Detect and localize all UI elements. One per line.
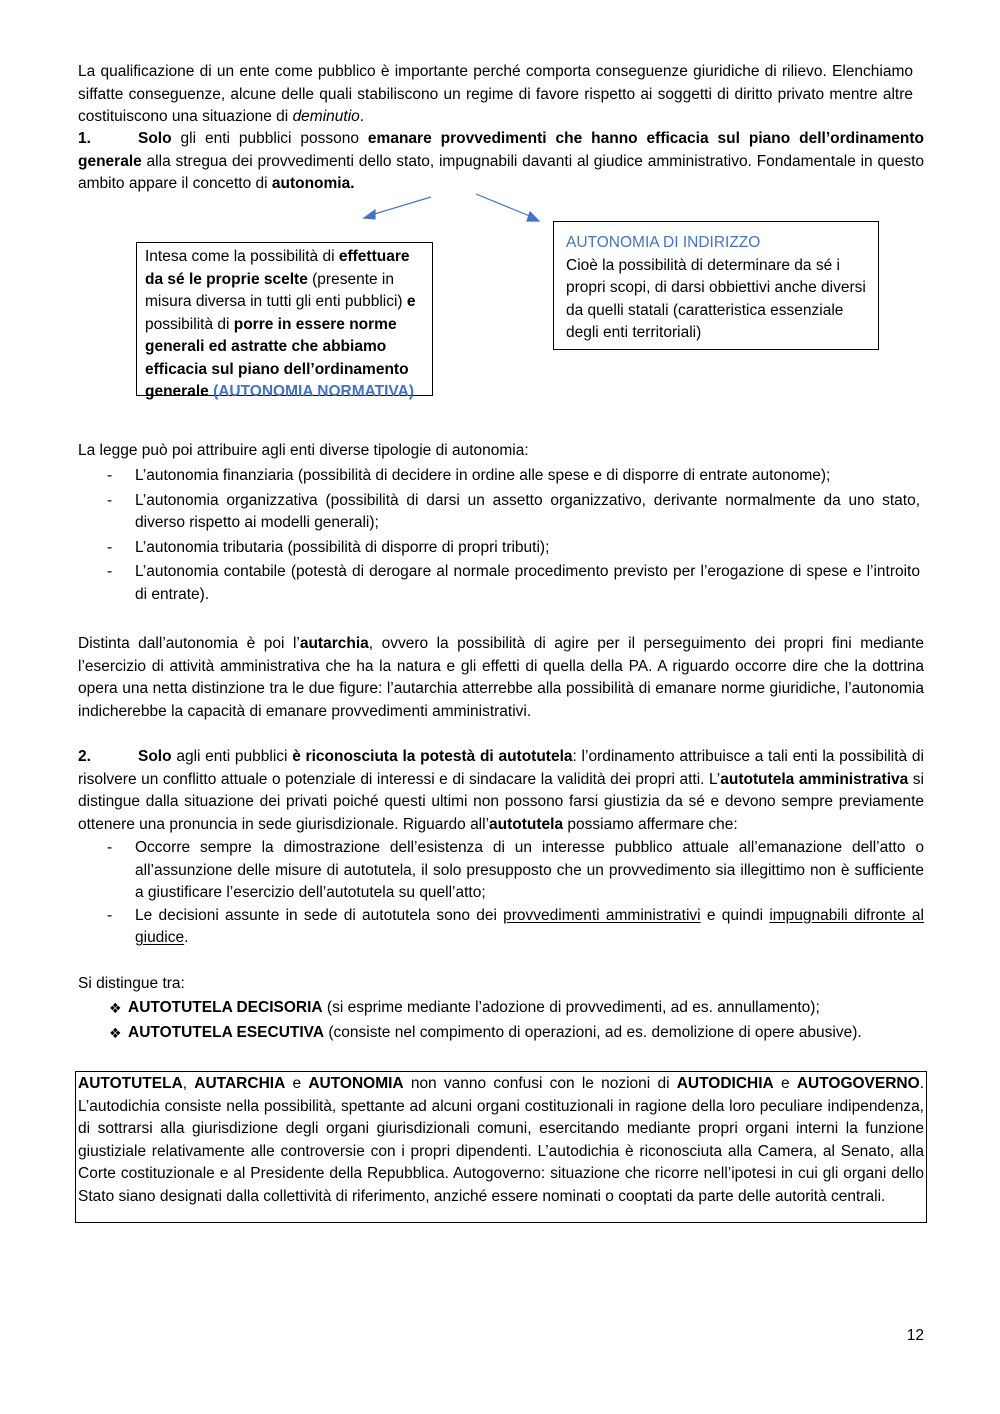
arrow-left-head <box>364 210 375 219</box>
diamond-dots-icon: ❖ <box>109 1024 122 1041</box>
list-item: ❖ AUTOTUTELA DECISORIA (si esprime mediante l’adozione di provvedimenti, ad es. annullamento); <box>78 997 924 1020</box>
autonomia-normativa-box: Intesa come la possibilità di effettuare da sé le proprie scelte (presente in misura diversa in tutti gli enti pubblici) e possibilità di porre in essere norme generali ed astratte che abbiamo efficacia sul piano dell’ordinamento generale (AUTONOMIA NORMATIVA) <box>136 242 433 396</box>
point-1-number: 1. <box>78 130 91 147</box>
point-2-number: 2. <box>78 748 91 765</box>
autarchia-paragraph: Distinta dall’autonomia è poi l’autarchia, ovvero la possibilità di agire per il perseguimento dei propri fini mediante l’esercizio di attività amministrativa che ha la natura e gli effetti di quella della PA. A riguardo occorre dire che la dottrina opera una netta distinzione tra le due figure: l’autarchia atterrebbe alla possibilità di emanare norme giuridiche, l’autonomia indicherebbe la capacità di emanare provvedimenti amministrativi. <box>78 635 924 720</box>
diagram-arrows <box>355 188 555 228</box>
distingue-intro: Si distingue tra: <box>78 975 185 992</box>
autonomia-indirizzo-text: Cioè la possibilità di determinare da sé i propri scopi, di darsi obbiettivi anche diversi da quelli statali (caratteristica essenziale degli enti territoriali) <box>566 256 866 341</box>
arrow-left <box>371 197 431 215</box>
list-item: - L’autonomia contabile (potestà di derogare al normale procedimento previsto per l’erogazione di spese e l’introito di entrate). <box>78 561 920 606</box>
point-1-paragraph: 1. Solo gli enti pubblici possono emanare provvedimenti che hanno efficacia sul piano dell’ordinamento generale alla stregua dei provvedimenti dello stato, impugnabili davanti al giudice amministrativo. Fondamentale in questo ambito appare il concetto di autonomia. <box>78 130 924 192</box>
list-item: - Occorre sempre la dimostrazione dell’esistenza di un interesse pubblico attuale all’emanazione dell’atto o all’assunzione delle misure di autotutela, il solo presupposto che un provvedimento sia illegittimo non è sufficiente a giustificare l’esercizio dell’autotutela su quell’atto; <box>78 837 924 905</box>
page-number: 12 <box>906 1327 924 1344</box>
arrow-right <box>476 194 532 217</box>
point-2-paragraph: 2. Solo agli enti pubblici è riconosciuta la potestà di autotutela: l’ordinamento attribuisce a tali enti la possibilità di risolvere un conflitto attuale o potenziale di interessi e di sindacare la validità dei propri atti. L’autotutela amministrativa si distingue dalla situazione dei privati poiché questi ultimi non possono farsi giustizia da sé e devono sempre previamente ottenere una pronuncia in sede giurisdizionale. Riguardo all’autotutela possiamo affermare che: <box>78 748 925 833</box>
list-item: - Le decisioni assunte in sede di autotutela sono dei provvedimenti amministrativi e quindi impugnabili difronte al giudice. <box>78 905 924 950</box>
diamond-dots-icon: ❖ <box>109 1000 122 1016</box>
list-item: - L’autonomia finanziaria (possibilità di decidere in ordine alle spese e di disporre di entrate autonome); <box>78 465 920 488</box>
list-item: - L’autonomia tributaria (possibilità di disporre di propri tributi); <box>78 537 920 560</box>
autotutela-list <box>78 837 924 950</box>
distingue-list <box>78 997 924 1044</box>
list-item: ❖ AUTOTUTELA ESECUTIVA (consiste nel compimento di operazioni, ad es. demolizione di opere abusive). <box>78 1022 924 1045</box>
list-item: - L’autonomia organizzativa (possibilità di darsi un assetto organizzativo, derivante normalmente da uno stato, diverso rispetto ai modelli generali); <box>78 490 920 535</box>
intro-paragraph: La qualificazione di un ente come pubblico è importante perché comporta conseguenze giuridiche di rilievo. Elenchiamo siffatte conseguenze, alcune delle quali stabiliscono un regime di favore rispetto ai soggetti di diritto privato mentre altre costituiscono una situazione di deminutio. <box>78 63 913 125</box>
arrow-right-head <box>527 212 539 221</box>
autonomie-intro: La legge può poi attribuire agli enti diverse tipologie di autonomia: <box>78 442 529 459</box>
autonomie-list <box>78 465 920 606</box>
autonomia-indirizzo-box <box>553 221 879 350</box>
autonomia-indirizzo-title: AUTONOMIA DI INDIRIZZO <box>566 234 761 251</box>
autodichia-box: AUTOTUTELA, AUTARCHIA e AUTONOMIA non vanno confusi con le nozioni di AUTODICHIA e AUTOGOVERNO. L’autodichia consiste nella possibilità, spettante ad alcuni organi costituzionali in ragione della loro peculiare indipendenza, di sottrarsi alla giurisdizione degli organi giurisdizionali comuni, esercitando mediante propri organi interni la funzione giustiziale relativamente alle controversie con i propri dipendenti. L’autodichia è riconosciuta alla Camera, al Senato, alla Corte costituzionale e al Presidente della Repubblica. Autogoverno: situazione che ricorre nell’ipotesi in cui gli organi dello Stato siano designati dalla collettività di riferimento, anziché essere nominati o cooptati da parte delle autorità centrali. <box>75 1071 927 1223</box>
